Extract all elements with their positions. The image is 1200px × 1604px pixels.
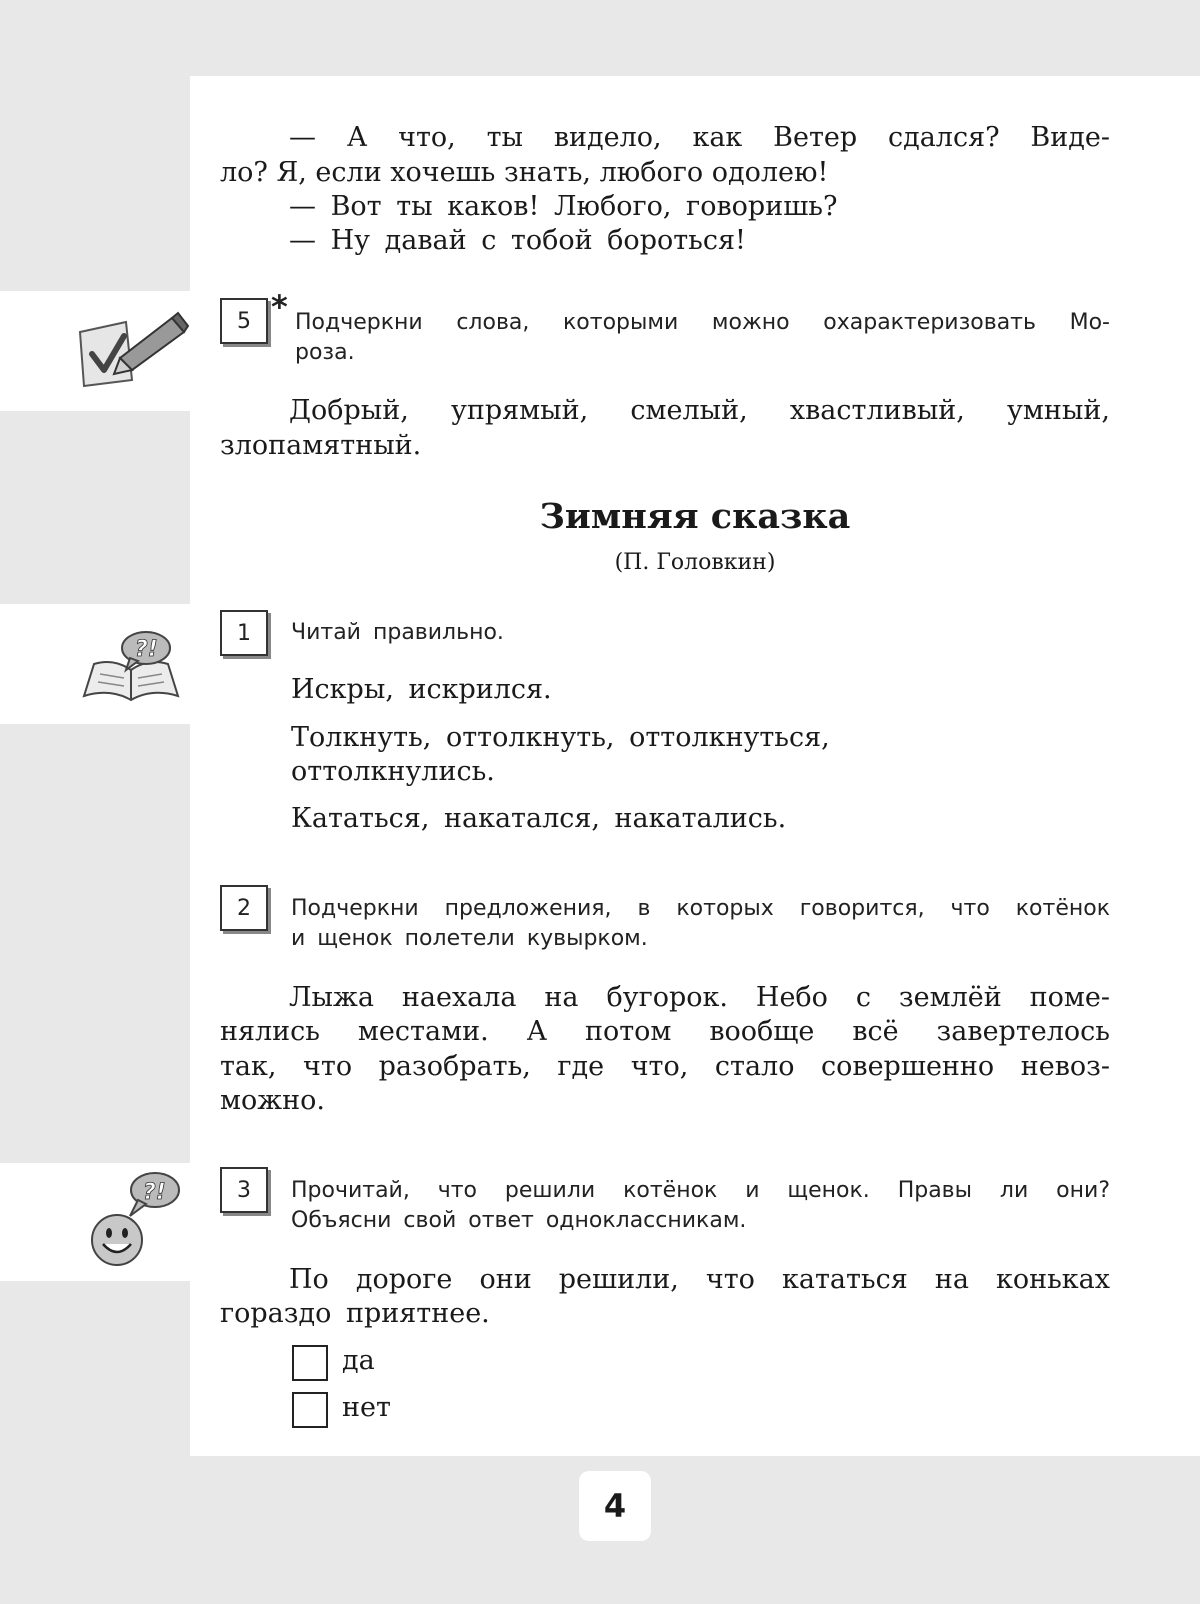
- dialogue-line-1: — А что, ты видело, как Ветер сдался? Виде-: [289, 122, 1110, 153]
- task-2-number: 2: [220, 885, 268, 931]
- dialogue-line-2: ло? Я, если хочешь знать, любого одолею!: [220, 157, 829, 188]
- answer-no-label: нет: [342, 1392, 391, 1423]
- task-5-instruction-line-1: Подчеркни слова, которыми можно охарактеризовать Мо-: [295, 310, 1110, 335]
- smiley-question-icon: [86, 1168, 186, 1268]
- pencil-check-icon: [74, 310, 189, 390]
- task-2-instruction-line-1: Подчеркни предложения, в которых говорится, что котёнок: [291, 896, 1110, 921]
- task-2-text-line-2: нялись местами. А потом вообще всё завертелось: [220, 1016, 1110, 1047]
- task-3-instruction-line-1: Прочитай, что решили котёнок и щенок. Правы ли они?: [291, 1178, 1110, 1203]
- answer-yes-checkbox[interactable]: [292, 1345, 328, 1381]
- task-5-number: 5: [220, 298, 268, 344]
- task-1-number: 1: [220, 610, 268, 656]
- task-3-text-line-2: гораздо приятнее.: [220, 1298, 490, 1329]
- task-1-row-2-line-2: оттолкнулись.: [291, 756, 495, 787]
- dialogue-line-4: — Ну давай с тобой бороться!: [289, 225, 746, 256]
- story-title: Зимняя сказка: [539, 496, 851, 537]
- task-2-text-line-4: можно.: [220, 1085, 325, 1116]
- svg-text:?!: ?!: [135, 637, 158, 662]
- task-1-instruction: Читай правильно.: [291, 620, 504, 645]
- svg-text:?!: ?!: [143, 1180, 166, 1205]
- dialogue-line-3: — Вот ты каков! Любого, говоришь?: [289, 191, 838, 222]
- page-number: 4: [579, 1471, 651, 1541]
- task-1-row-1: Искры, искрился.: [291, 674, 552, 705]
- task-2-instruction-line-2: и щенок полетели кувырком.: [291, 926, 648, 951]
- task-3-instruction-line-2: Объясни свой ответ одноклассникам.: [291, 1208, 747, 1233]
- answer-no-checkbox[interactable]: [292, 1392, 328, 1428]
- open-book-icon: [80, 630, 182, 708]
- task-1-row-3: Кататься, накатался, накатались.: [291, 803, 787, 834]
- story-author: (П. Головкин): [614, 550, 776, 575]
- task-3-number: 3: [220, 1167, 268, 1213]
- task-5-words-line-2: злопамятный.: [220, 430, 422, 461]
- task-1-row-2-line-1: Толкнуть, оттолкнуть, оттолкнуться,: [291, 722, 830, 753]
- task-5-instruction-line-2: роза.: [295, 340, 355, 365]
- difficulty-star-icon: *: [271, 288, 288, 326]
- task-2-text-line-1: Лыжа наехала на бугорок. Небо с землёй поме-: [289, 982, 1110, 1013]
- task-2-text-line-3: так, что разобрать, где что, стало совершенно невоз-: [220, 1051, 1110, 1082]
- answer-yes-label: да: [342, 1345, 375, 1376]
- task-5-words-line-1: Добрый, упрямый, смелый, хвастливый, умный,: [289, 395, 1110, 426]
- task-3-text-line-1: По дороге они решили, что кататься на коньках: [289, 1264, 1110, 1295]
